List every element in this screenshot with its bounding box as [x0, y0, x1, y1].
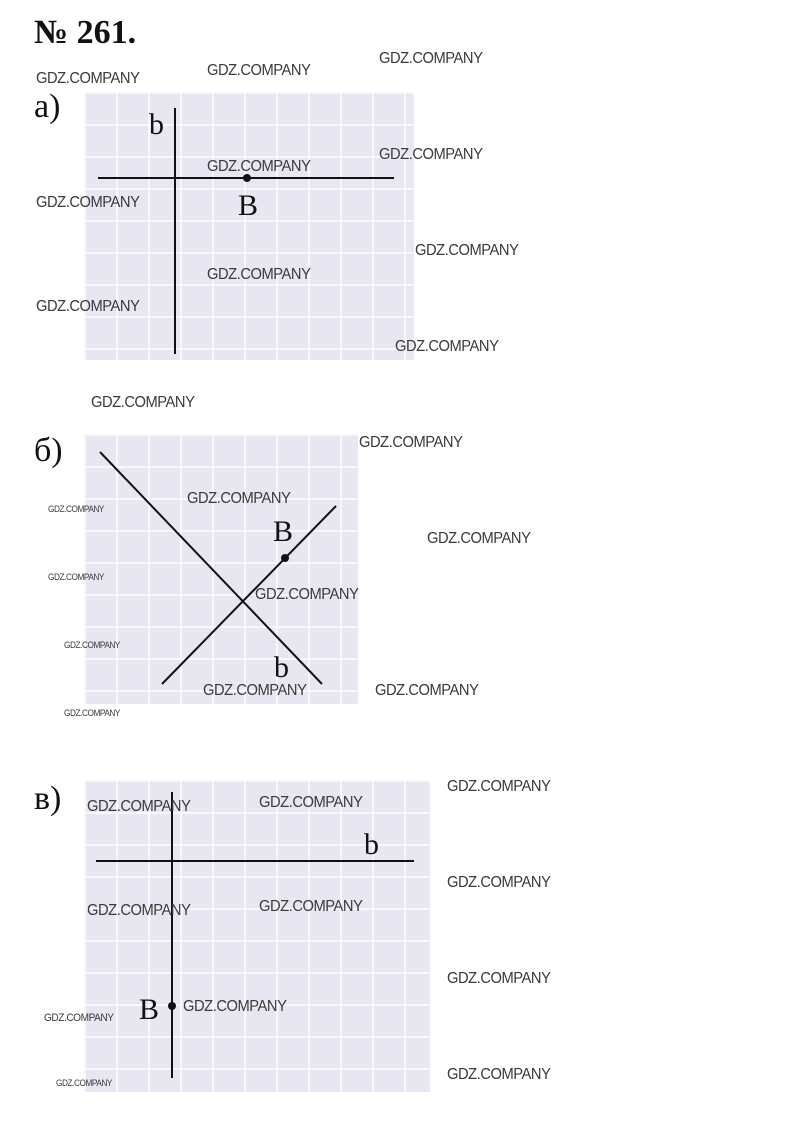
watermark: GDZ.COMPANY — [203, 682, 307, 699]
part-b-point — [281, 554, 289, 562]
watermark: GDZ.COMPANY — [36, 194, 140, 211]
watermark: GDZ.COMPANY — [395, 338, 499, 355]
part-c-point — [168, 1002, 176, 1010]
watermark: GDZ.COMPANY — [87, 798, 191, 815]
watermark: GDZ.COMPANY — [359, 434, 463, 451]
part-a-label: а) — [34, 88, 61, 125]
watermark: GDZ.COMPANY — [183, 998, 287, 1015]
watermark: GDZ.COMPANY — [379, 50, 483, 67]
watermark: GDZ.COMPANY — [91, 394, 195, 411]
part-b-point-label: B — [273, 515, 294, 548]
watermark: GDZ.COMPANY — [187, 490, 291, 507]
watermark: GDZ.COMPANY — [44, 1012, 114, 1024]
watermark: GDZ.COMPANY — [207, 266, 311, 283]
watermark: GDZ.COMPANY — [427, 530, 531, 547]
watermark: GDZ.COMPANY — [48, 572, 104, 582]
part-a-line-label: b — [149, 108, 164, 141]
watermark: GDZ.COMPANY — [207, 158, 311, 175]
watermark: GDZ.COMPANY — [255, 586, 359, 603]
watermark: GDZ.COMPANY — [259, 898, 363, 915]
watermark: GDZ.COMPANY — [415, 242, 519, 259]
part-c-line-label: b — [364, 828, 379, 861]
watermark: GDZ.COMPANY — [375, 682, 479, 699]
part-c-label: в) — [34, 780, 62, 817]
watermark: GDZ.COMPANY — [64, 708, 120, 718]
watermark: GDZ.COMPANY — [379, 146, 483, 163]
watermark: GDZ.COMPANY — [447, 778, 551, 795]
part-b-line-label: b — [274, 651, 289, 684]
watermark: GDZ.COMPANY — [447, 874, 551, 891]
watermark: GDZ.COMPANY — [207, 62, 311, 79]
part-c-point-label: B — [139, 993, 160, 1026]
watermark: GDZ.COMPANY — [447, 970, 551, 987]
problem-number: № 261. — [34, 14, 137, 51]
watermark: GDZ.COMPANY — [87, 902, 191, 919]
watermark: GDZ.COMPANY — [36, 298, 140, 315]
part-b-line-b — [100, 452, 322, 684]
watermark: GDZ.COMPANY — [64, 640, 120, 650]
watermark: GDZ.COMPANY — [56, 1078, 112, 1088]
watermark: GDZ.COMPANY — [36, 70, 140, 87]
part-a-point-label: B — [238, 189, 259, 222]
watermark: GDZ.COMPANY — [447, 1066, 551, 1083]
watermark: GDZ.COMPANY — [48, 504, 104, 514]
part-b-label: б) — [34, 432, 63, 469]
watermark: GDZ.COMPANY — [259, 794, 363, 811]
